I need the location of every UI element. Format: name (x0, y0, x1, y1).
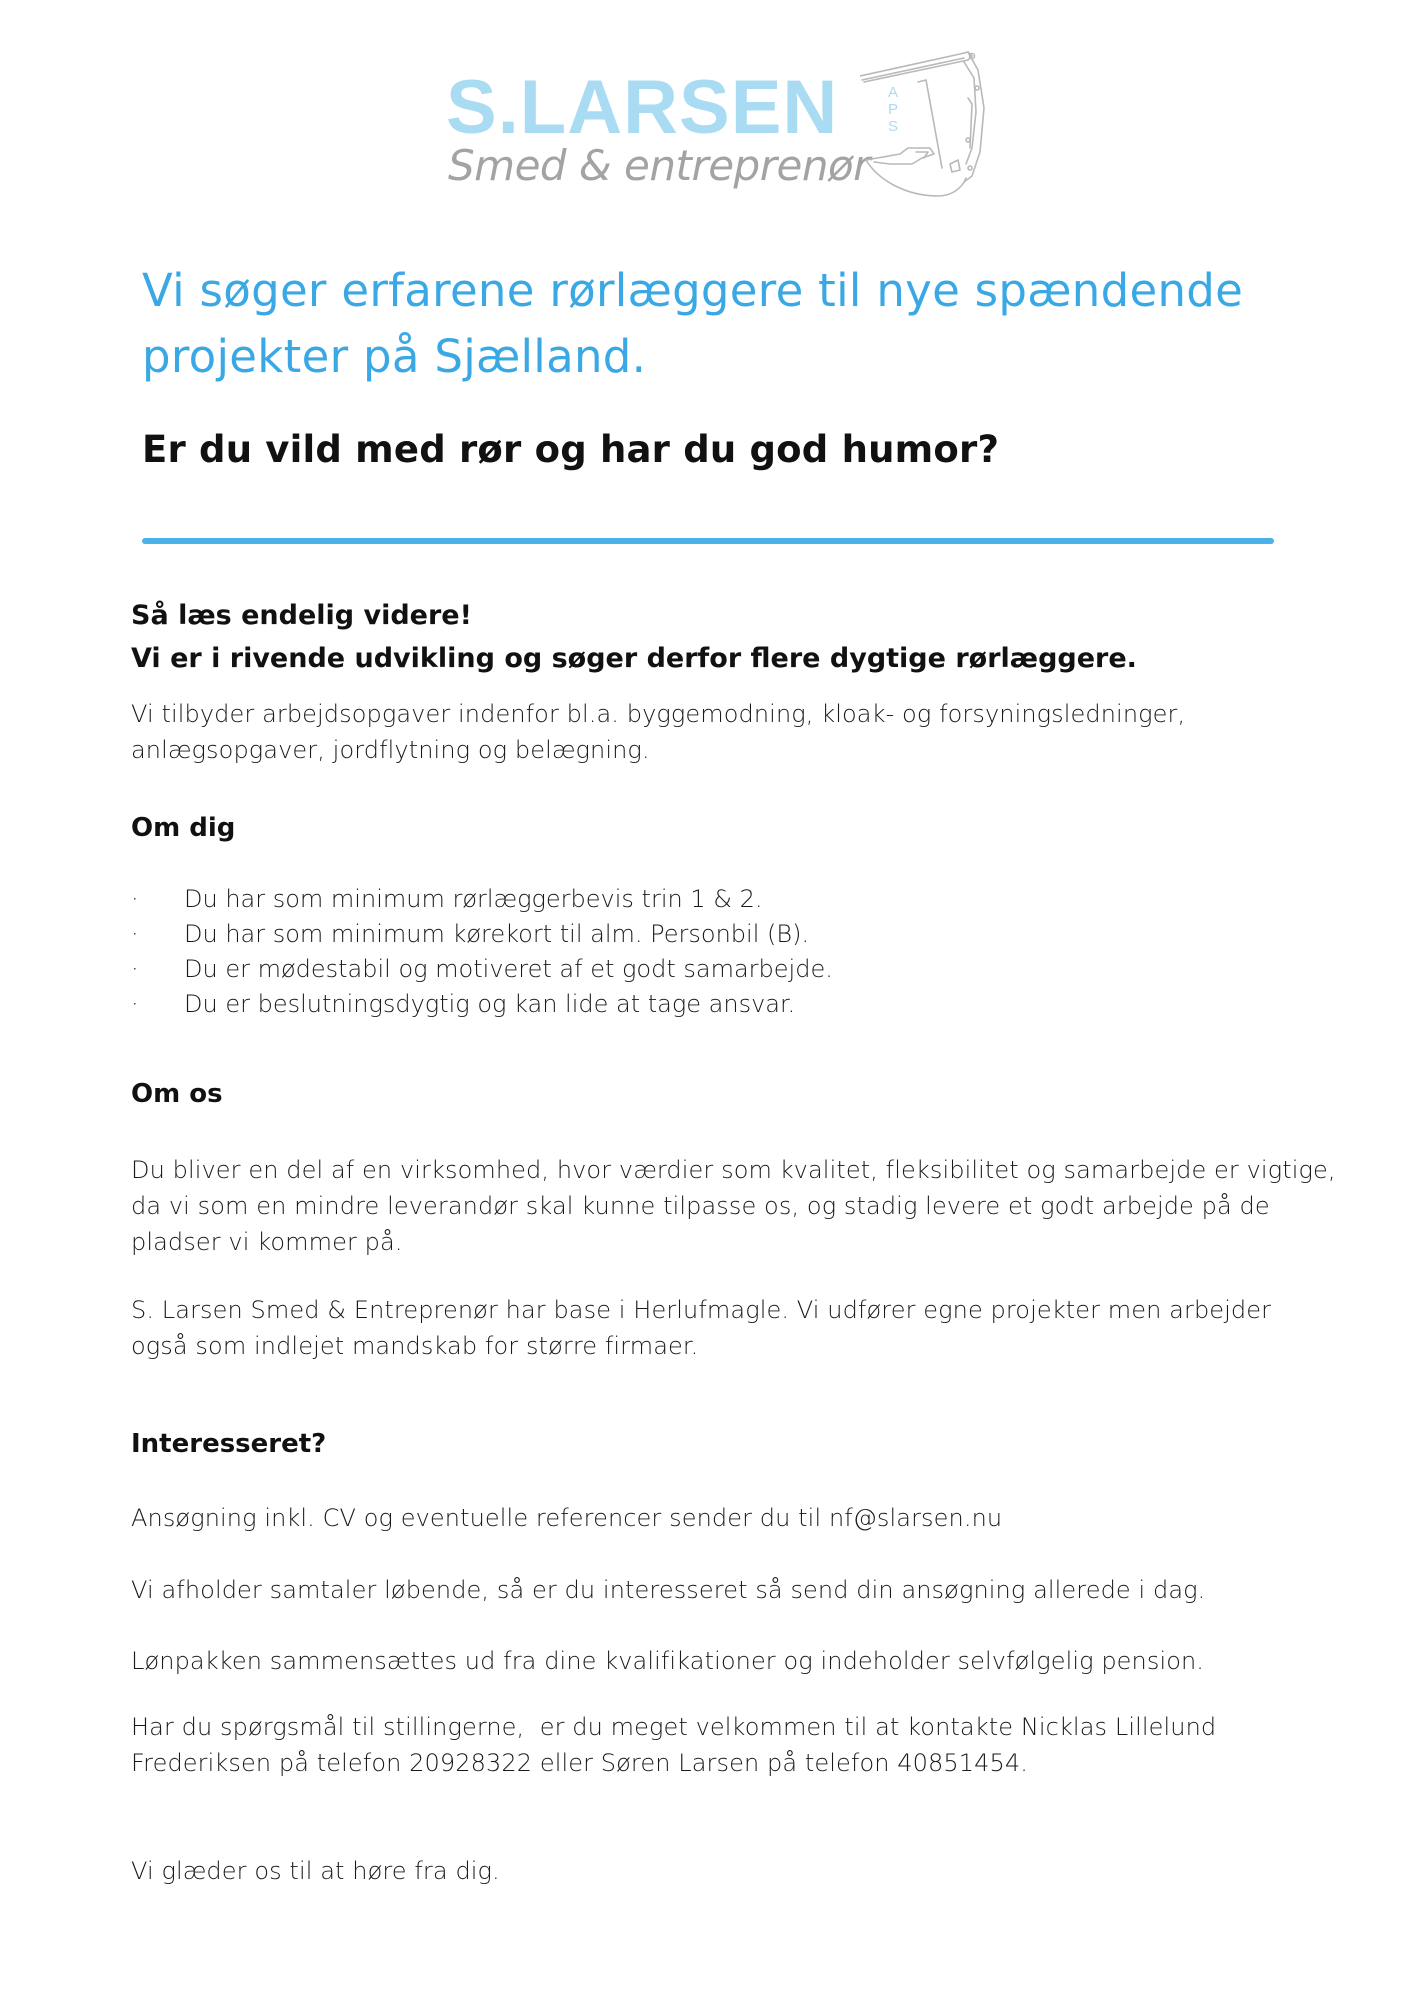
logo-aps-letter: P (887, 101, 898, 118)
list-item-text: Du har som minimum kørekort til alm. Personbil (B). (184, 920, 810, 948)
paragraph-line: S. Larsen Smed & Entreprenør har base i Herlufmagle. Vi udfører egne projekter men arbejder (131, 1296, 1272, 1324)
sub-headline: Er du vild med rør og har du god humor? (142, 428, 1000, 471)
logo-tagline: Smed & entreprenør (448, 141, 870, 190)
paragraph-line: Har du spørgsmål til stillingerne, er du meget velkommen til at kontakte Nicklas Lillelund (131, 1713, 1217, 1741)
bullet-dot-icon: · (131, 920, 139, 948)
list-item-text: Du er mødestabil og motiveret af et godt samarbejde. (184, 955, 833, 983)
bullet-dot-icon: · (131, 990, 139, 1018)
company-logo (440, 48, 980, 203)
list-item (131, 952, 1331, 987)
paragraph-line: Frederiksen på telefon 20928322 eller Søren Larsen på telefon 40851454. (131, 1749, 1028, 1777)
headline-line-1: Vi søger erfarene rørlæggere til nye spændende (142, 264, 1244, 317)
list-item-text: Du har som minimum rørlæggerbevis trin 1 & 2. (184, 885, 763, 913)
list-item (131, 987, 1331, 1022)
requirements-list (131, 882, 1331, 1022)
closing-line: Vi glæder os til at høre fra dig. (131, 1857, 500, 1885)
logo-aps-letter: A (887, 84, 898, 101)
offer-line-2: anlægsopgaver, jordflytning og belægning. (131, 736, 650, 764)
heading-om-os: Om os (131, 1079, 223, 1109)
heading-interesseret: Interesseret? (131, 1429, 327, 1459)
section-divider (142, 538, 1274, 544)
offer-paragraph (131, 696, 1391, 768)
salary-paragraph: Lønpakken sammensættes ud fra dine kvalifikationer og indeholder selvfølgelig pension. (131, 1647, 1205, 1675)
paragraph-line: Du bliver en del af en virksomhed, hvor værdier som kvalitet, fleksibilitet og samarbejde er vigtige, (131, 1156, 1336, 1184)
list-item (131, 882, 1331, 917)
about-paragraph-2 (131, 1292, 1401, 1364)
intro-callout (131, 594, 1137, 680)
page-headline (142, 258, 1362, 390)
apply-text: Ansøgning inkl. CV og eventuelle referencer sender du til (131, 1504, 829, 1532)
offer-line-1: Vi tilbyder arbejdsopgaver indenfor bl.a. byggemodning, kloak- og forsyningsledninger, (131, 700, 1186, 728)
email-link[interactable]: nf@slarsen.nu (828, 1504, 1003, 1532)
list-item (131, 917, 1331, 952)
contact-paragraph (131, 1709, 1401, 1781)
bullet-dot-icon: · (131, 885, 139, 913)
list-item-text: Du er beslutningsdygtig og kan lide at tage ansvar. (184, 990, 796, 1018)
apply-paragraph (131, 1500, 1401, 1536)
intro-line-2: Vi er i rivende udvikling og søger derfor flere dygtige rørlæggere. (131, 643, 1137, 674)
intro-line-1: Så læs endelig videre! (131, 600, 472, 631)
bullet-dot-icon: · (131, 955, 139, 983)
paragraph-line: pladser vi kommer på. (131, 1228, 403, 1256)
about-paragraph-1 (131, 1152, 1401, 1260)
excavator-arm-icon (860, 48, 985, 198)
interviews-paragraph: Vi afholder samtaler løbende, så er du interesseret så send din ansøgning allerede i dag. (131, 1576, 1206, 1604)
paragraph-line: også som indlejet mandskab for større firmaer. (131, 1332, 699, 1360)
logo-aps-letter: S (887, 118, 898, 135)
paragraph-line: da vi som en mindre leverandør skal kunne tilpasse os, og stadig levere et godt arbejde på de (131, 1192, 1270, 1220)
heading-om-dig: Om dig (131, 813, 236, 843)
headline-line-2: projekter på Sjælland. (142, 330, 647, 383)
logo-company-name: S.LARSEN (446, 65, 839, 150)
